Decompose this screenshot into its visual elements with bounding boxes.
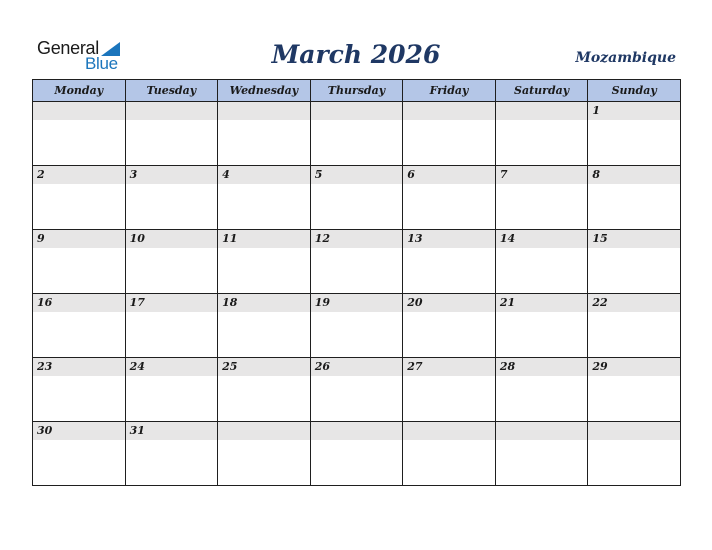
week-row <box>33 166 681 230</box>
day-cell <box>218 294 311 358</box>
day-number: 31 <box>129 424 145 437</box>
day-cell <box>125 102 218 166</box>
day-number: 20 <box>407 296 423 309</box>
day-cell <box>33 230 126 294</box>
weekday-sunday: Sunday <box>588 80 681 102</box>
day-cell <box>403 166 496 230</box>
day-cell <box>218 230 311 294</box>
day-number-bar <box>403 294 495 312</box>
day-number-bar <box>311 422 403 440</box>
day-cell <box>403 294 496 358</box>
day-number-bar <box>311 294 403 312</box>
day-number: 19 <box>314 296 330 309</box>
day-number: 21 <box>499 296 516 309</box>
day-number: 7 <box>499 168 508 181</box>
day-cell <box>403 358 496 422</box>
weekday-saturday: Saturday <box>495 80 588 102</box>
weekday-monday: Monday <box>33 80 126 102</box>
day-number-bar <box>403 358 495 376</box>
logo-text-blue: Blue <box>85 54 118 73</box>
day-number: 28 <box>499 360 516 373</box>
day-cell <box>33 294 126 358</box>
day-number: 2 <box>37 168 45 181</box>
day-number-bar <box>33 102 125 120</box>
week-row <box>33 294 681 358</box>
day-number: 13 <box>407 232 423 245</box>
day-number: 12 <box>314 232 330 245</box>
day-cell <box>588 102 681 166</box>
day-cell <box>495 166 588 230</box>
day-number-bar <box>33 358 125 376</box>
day-cell <box>495 358 588 422</box>
day-number-bar <box>218 294 310 312</box>
day-number-bar <box>588 230 680 248</box>
day-number-bar <box>496 358 588 376</box>
day-cell <box>125 294 218 358</box>
week-row <box>33 422 681 486</box>
day-number-bar <box>218 422 310 440</box>
week-row <box>33 230 681 294</box>
day-cell <box>403 230 496 294</box>
day-cell <box>310 422 403 486</box>
day-number: 10 <box>129 232 145 245</box>
day-number: 22 <box>592 296 608 309</box>
day-cell <box>125 230 218 294</box>
day-number-bar <box>126 294 218 312</box>
day-number-bar <box>496 294 588 312</box>
day-cell <box>310 166 403 230</box>
day-number: 9 <box>37 232 45 245</box>
day-number-bar <box>218 230 310 248</box>
country-label: Mozambique <box>575 50 676 66</box>
day-number: 30 <box>37 424 53 437</box>
weekday-thursday: Thursday <box>310 80 403 102</box>
day-cell <box>588 422 681 486</box>
day-number: 29 <box>592 360 608 373</box>
day-number: 18 <box>222 296 238 309</box>
day-number-bar <box>403 102 495 120</box>
day-number-bar <box>496 230 588 248</box>
day-number: 27 <box>407 360 423 373</box>
weekday-header-row <box>33 80 681 102</box>
day-number: 6 <box>407 168 415 181</box>
day-number-bar <box>588 358 680 376</box>
day-cell <box>588 358 681 422</box>
day-cell <box>33 102 126 166</box>
day-cell <box>125 358 218 422</box>
weekday-friday: Friday <box>403 80 496 102</box>
day-cell <box>588 166 681 230</box>
day-number-bar <box>33 166 125 184</box>
day-cell <box>310 230 403 294</box>
day-number-bar <box>588 422 680 440</box>
day-number-bar <box>403 166 495 184</box>
day-cell <box>310 294 403 358</box>
day-number-bar <box>496 102 588 120</box>
day-number-bar <box>218 358 310 376</box>
day-cell <box>33 358 126 422</box>
day-cell <box>403 102 496 166</box>
day-number-bar <box>496 166 588 184</box>
day-number: 17 <box>129 296 145 309</box>
day-cell <box>588 294 681 358</box>
day-cell <box>218 166 311 230</box>
day-cell <box>310 102 403 166</box>
day-number-bar <box>126 358 218 376</box>
day-cell <box>33 166 126 230</box>
calendar-grid <box>32 79 681 486</box>
week-row <box>33 358 681 422</box>
day-number: 15 <box>592 232 608 245</box>
day-cell <box>403 422 496 486</box>
day-number-bar <box>588 166 680 184</box>
day-number-bar <box>218 102 310 120</box>
day-number: 11 <box>222 232 238 245</box>
day-cell <box>495 102 588 166</box>
calendar-body <box>33 102 681 486</box>
day-number-bar <box>33 294 125 312</box>
day-number-bar <box>218 166 310 184</box>
day-number: 1 <box>592 104 601 117</box>
day-number-bar <box>126 230 218 248</box>
day-number: 14 <box>499 232 516 245</box>
day-number-bar <box>403 230 495 248</box>
day-cell <box>588 230 681 294</box>
day-number: 4 <box>222 168 230 181</box>
day-cell <box>125 422 218 486</box>
day-number: 3 <box>129 168 138 181</box>
day-number: 24 <box>129 360 145 373</box>
week-row <box>33 102 681 166</box>
day-cell <box>218 358 311 422</box>
day-number: 5 <box>314 168 323 181</box>
day-number-bar <box>33 422 125 440</box>
weekday-wednesday: Wednesday <box>218 80 311 102</box>
day-number-bar <box>311 358 403 376</box>
day-cell <box>495 422 588 486</box>
day-number: 25 <box>222 360 238 373</box>
day-number-bar <box>311 230 403 248</box>
day-number: 26 <box>314 360 330 373</box>
day-number-bar <box>311 102 403 120</box>
day-cell <box>125 166 218 230</box>
day-number-bar <box>496 422 588 440</box>
day-number-bar <box>126 102 218 120</box>
day-cell <box>218 422 311 486</box>
day-cell <box>33 422 126 486</box>
day-cell <box>495 294 588 358</box>
day-number-bar <box>311 166 403 184</box>
day-number: 23 <box>37 360 53 373</box>
calendar-title: March 2026 <box>271 40 441 69</box>
day-number-bar <box>126 422 218 440</box>
day-number-bar <box>126 166 218 184</box>
day-number: 16 <box>37 296 53 309</box>
logo-text-general: General <box>37 38 99 58</box>
day-cell <box>310 358 403 422</box>
day-number-bar <box>33 230 125 248</box>
day-number: 8 <box>592 168 601 181</box>
day-number-bar <box>588 294 680 312</box>
day-cell <box>218 102 311 166</box>
day-number-bar <box>403 422 495 440</box>
day-number-bar <box>588 102 680 120</box>
day-cell <box>495 230 588 294</box>
weekday-tuesday: Tuesday <box>125 80 218 102</box>
